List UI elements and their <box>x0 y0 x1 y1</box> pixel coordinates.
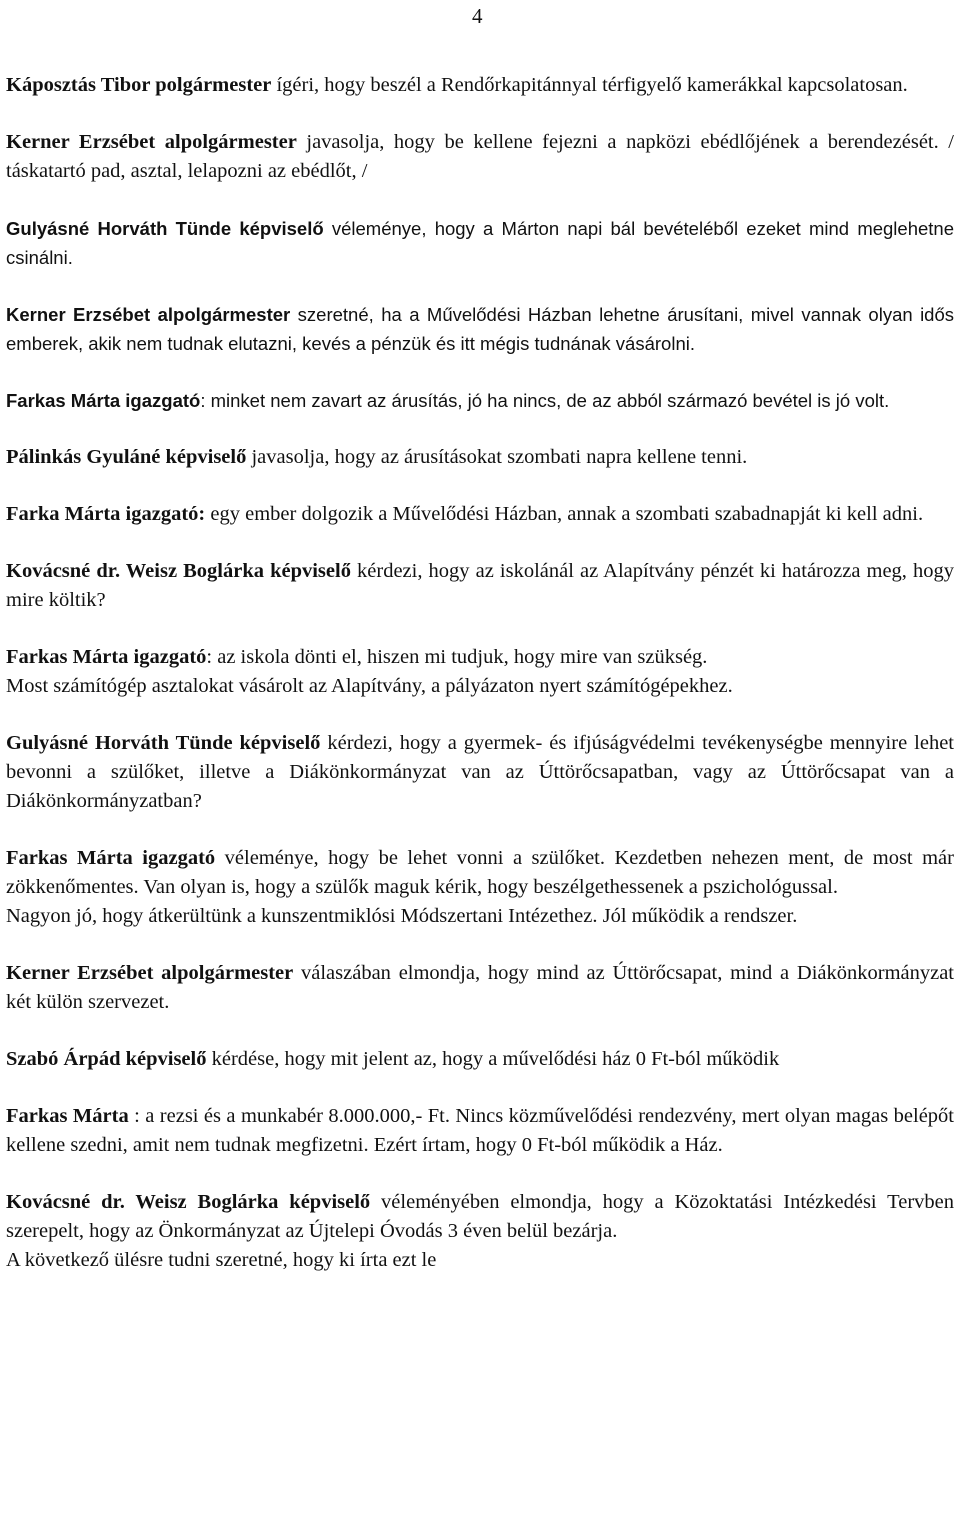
speaker-name: Kerner Erzsébet alpolgármester <box>6 131 297 153</box>
speaker-name: Farkas Márta igazgató <box>6 646 207 668</box>
speaker-name: Kerner Erzsébet alpolgármester <box>6 304 291 325</box>
paragraph <box>6 1246 954 1275</box>
paragraph-text: egy ember dolgozik a Művelődési Házban, annak a szombati szabadnapját ki kell adni. <box>205 503 924 525</box>
paragraph <box>6 643 954 672</box>
paragraph <box>6 672 954 701</box>
paragraph-text: véleményében elmondja, hogy a Közoktatási Intézkedési Tervben szerepelt, hogy az Önkormányzat az Újtelepi Óvodás 3 éven belül bezárja. <box>6 1191 955 1242</box>
paragraph-text: javasolja, hogy be kellene fejezni a napközi ebédlőjének a berendezését. / táskatartó pad, asztal, lelapozni az ebédlőt, / <box>6 131 954 182</box>
speaker-name: Kovácsné dr. Weisz Boglárka képviselő <box>6 560 351 582</box>
paragraph <box>6 71 954 100</box>
paragraph <box>6 959 954 1017</box>
speaker-name: Szabó Árpád képviselő <box>6 1048 207 1070</box>
paragraph-text: véleménye, hogy be lehet vonni a szülőket. Kezdetben nehezen ment, de most már zökkenőmentes. Van olyan is, hogy a szülők maguk kérik, hogy beszélgethessenek a pszichológussal. <box>6 847 954 898</box>
paragraph-text: javasolja, hogy az árusításokat szombati napra kellene tenni. <box>246 446 748 468</box>
paragraph-text: Nagyon jó, hogy átkerültünk a kunszentmiklósi Módszertani Intézethez. Jól működik a rendszer. <box>6 905 798 927</box>
paragraph-text: kérdése, hogy mit jelent az, hogy a művelődési ház 0 Ft-ból működik <box>206 1048 780 1070</box>
speaker-name: Pálinkás Gyuláné képviselő <box>6 446 247 468</box>
paragraph-text: kérdezi, hogy a gyermek- és ifjúságvédelmi tevékenységbe mennyire lehet bevonni a szülőket, illetve a Diákönkormányzat van az Úttörőcsapatban, vagy az Úttörőcsapat van a Diákönkormányzatban? <box>6 732 954 812</box>
speaker-name: Farkas Márta <box>6 1105 129 1127</box>
speaker-name: Gulyásné Horváth Tünde képviselő <box>6 218 324 239</box>
paragraph <box>6 729 954 816</box>
paragraph <box>6 557 954 615</box>
paragraph-text: : minket nem zavart az árusítás, jó ha nincs, de az abból származó bevétel is jó volt. <box>200 390 890 411</box>
speaker-name: Farkas Márta igazgató <box>6 847 216 869</box>
paragraph <box>6 214 954 272</box>
paragraph <box>6 443 954 472</box>
paragraph-text: szeretné, ha a Művelődési Házban lehetne árusítani, mivel vannak olyan idős emberek, akik nem tudnak elutazni, kevés a pénzük és itt mégis tudnának vásárolni. <box>6 304 955 354</box>
paragraph-text: véleménye, hogy a Márton napi bál bevételéből ezeket mind meglehetne csinálni. <box>6 218 954 268</box>
paragraph <box>6 500 954 529</box>
paragraph-text: Most számítógép asztalokat vásárolt az Alapítvány, a pályázaton nyert számítógépekhez. <box>6 675 733 697</box>
paragraph <box>6 844 954 902</box>
speaker-name: Kerner Erzsébet alpolgármester <box>6 962 294 984</box>
paragraph-text: A következő ülésre tudni szeretné, hogy ki írta ezt le <box>6 1249 437 1271</box>
paragraph-text: ígéri, hogy beszél a Rendőrkapitánnyal térfigyelő kamerákkal kapcsolatosan. <box>271 74 908 96</box>
paragraph-text: válaszában elmondja, hogy mind az Úttörőcsapat, mind a Diákönkormányzat két külön szervezet. <box>6 962 955 1013</box>
paragraph <box>6 128 954 186</box>
paragraph <box>6 386 954 415</box>
speaker-name: Farka Márta igazgató: <box>6 503 206 525</box>
speaker-name: Kovácsné dr. Weisz Boglárka képviselő <box>6 1191 371 1213</box>
page-number: 4 <box>472 4 483 28</box>
speaker-name: Farkas Márta igazgató <box>6 390 201 411</box>
paragraph <box>6 1045 954 1074</box>
document-body <box>6 71 954 1275</box>
speaker-name: Gulyásné Horváth Tünde képviselő <box>6 732 321 754</box>
paragraph-text: kérdezi, hogy az iskolánál az Alapítvány pénzét ki határozza meg, hogy mire költik? <box>6 560 955 611</box>
paragraph <box>6 1188 954 1246</box>
paragraph-text: : a rezsi és a munkabér 8.000.000,- Ft. Nincs közművelődési rendezvény, mert olyan magas belépőt kellene szedni, amit nem tudnak megfizetni. Ezért írtam, hogy 0 Ft-ból működik a Ház. <box>6 1105 954 1156</box>
paragraph <box>6 300 954 358</box>
paragraph <box>6 902 954 931</box>
paragraph-text: : az iskola dönti el, hiszen mi tudjuk, hogy mire van szükség. <box>206 646 708 668</box>
speaker-name: Káposztás Tibor polgármester <box>6 74 272 96</box>
paragraph <box>6 1102 954 1160</box>
